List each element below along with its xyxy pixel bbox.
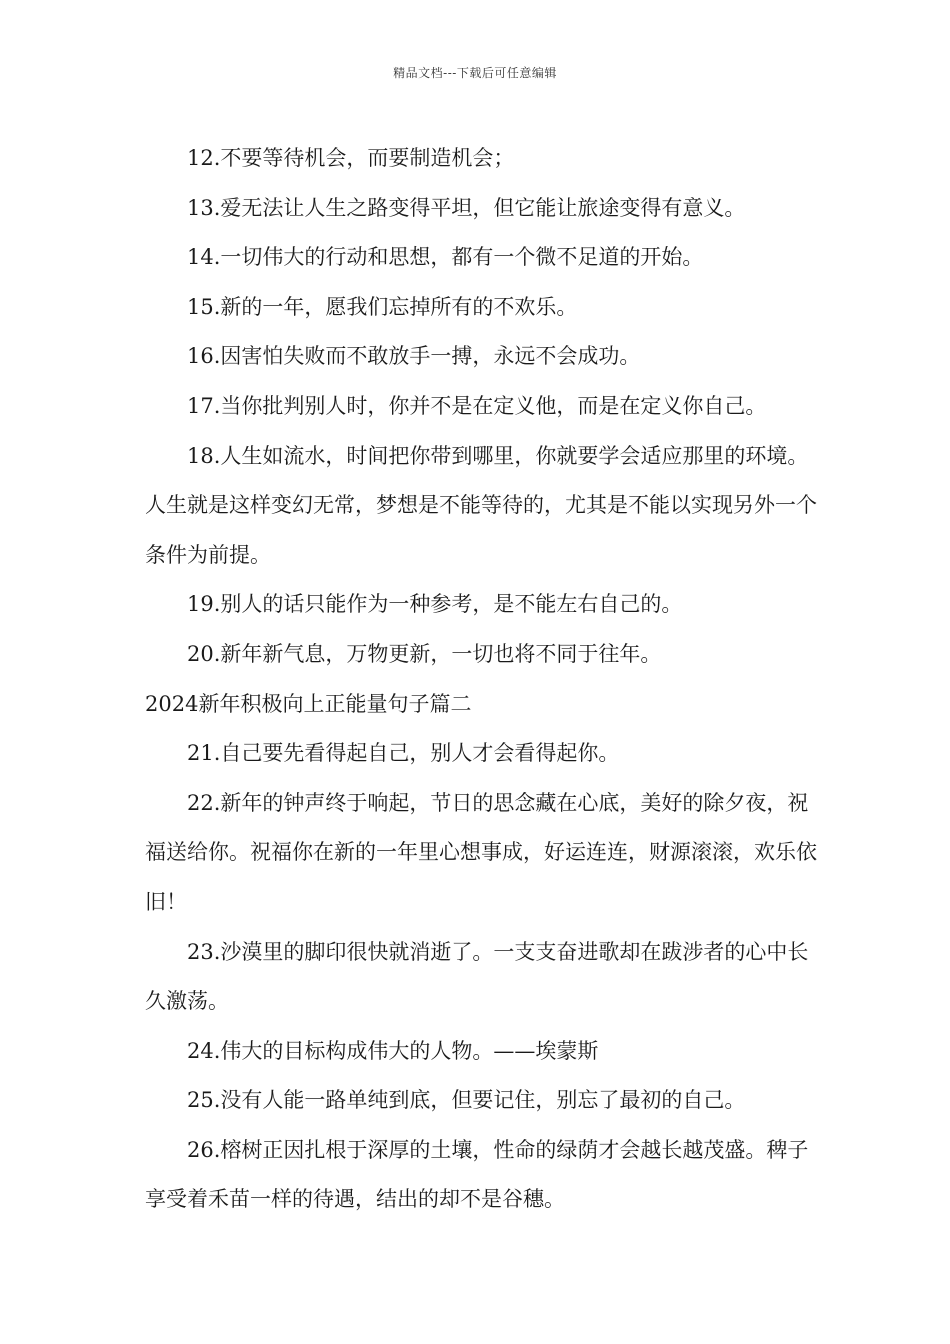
list-item: 15.新的一年，愿我们忘掉所有的不欢乐。 — [187, 294, 578, 319]
list-item: 17.当你批判别人时，你并不是在定义他，而是在定义你自己。 — [187, 393, 767, 418]
list-item: 21.自己要先看得起自己，别人才会看得起你。 — [187, 741, 620, 766]
list-item: 12.不要等待机会，而要制造机会； — [187, 146, 515, 170]
list-item: 23.沙漠里的脚印很快就消逝了。一支支奋进歌却在跋涉者的心中长久激荡。 — [145, 939, 809, 1014]
document-body — [145, 134, 825, 1225]
list-item: 16.因害怕失败而不敢放手一搏，永远不会成功。 — [187, 344, 641, 369]
list-item: 25.没有人能一路单纯到底，但要记住，别忘了最初的自己。 — [187, 1088, 746, 1113]
list-item: 20.新年新气息，万物更新，一切也将不同于往年。 — [187, 641, 662, 666]
list-item: 22.新年的钟声终于响起，节日的思念藏在心底，美好的除夕夜，祝福送给你。祝福你在新的一年里心想事成，好运连连，财源滚滚，欢乐依旧！ — [145, 790, 817, 914]
list-item: 13.爱无法让人生之路变得平坦，但它能让旅途变得有意义。 — [187, 195, 746, 220]
list-item: 19.别人的话只能作为一种参考，是不能左右自己的。 — [187, 592, 683, 617]
list-item: 26.榕树正因扎根于深厚的土壤，性命的绿荫才会越长越茂盛。稗子享受着禾苗一样的待遇，结出的却不是谷穗。 — [145, 1137, 809, 1212]
list-item: 24.伟大的目标构成伟大的人物。——埃蒙斯 — [187, 1038, 599, 1063]
page-header: 精品文档---下载后可任意编辑 — [393, 66, 557, 80]
list-item: 18.人生如流水，时间把你带到哪里，你就要学会适应那里的环境。人生就是这样变幻无常，梦想是不能等待的，尤其是不能以实现另外一个条件为前提。 — [145, 443, 817, 567]
list-item: 14.一切伟大的行动和思想，都有一个微不足道的开始。 — [187, 245, 704, 270]
section-heading: 2024新年积极向上正能量句子篇二 — [145, 691, 472, 716]
